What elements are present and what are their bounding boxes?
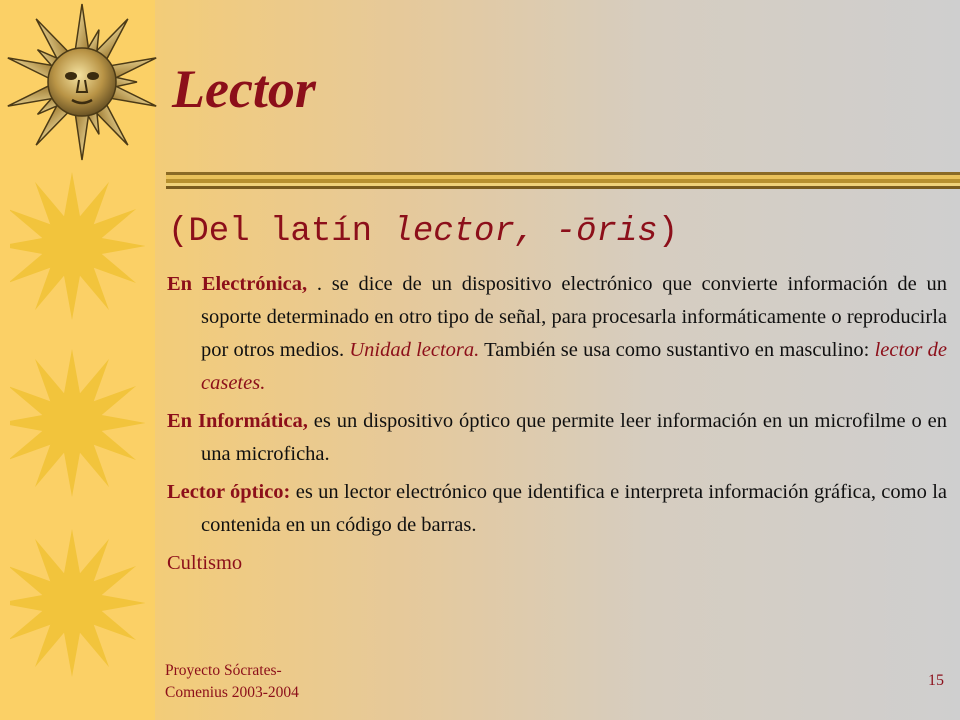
cultismo-note: Cultismo (167, 552, 243, 574)
definition-text: es un lector electrónico que identifica e interpreta información gráfica, como la contenida en un código de barras. (201, 481, 947, 536)
sun-face-icon (0, 0, 160, 170)
definition-text: . se dice de un dispositivo electrónico que convierte información de un soporte determinado en otro tipo de señal, para procesarla informáticamente o reproducirla por otros medios. (201, 273, 948, 361)
definition-lector-optico (167, 476, 947, 542)
definition-text: También se usa como sustantivo en masculino: (479, 339, 875, 361)
sun-icon (10, 345, 145, 505)
footer-line-2: Comenius 2003-2004 (165, 684, 299, 701)
page-number: 15 (928, 672, 944, 689)
etymology-prefix: (Del latín (168, 213, 393, 251)
etymology-suffix: ) (657, 213, 679, 251)
definition-text: es un dispositivo óptico que permite leer información en un microfilme o en una microficha. (201, 410, 948, 465)
term-electronica: En Electrónica, (167, 273, 308, 295)
definitions-body (167, 268, 947, 585)
example-lector-de-casetes: lector de casetes. (201, 339, 947, 394)
slide-title: Lector (172, 59, 316, 119)
definition-informatica (167, 405, 947, 471)
title-divider (166, 172, 960, 190)
term-informatica: En Informática, (167, 410, 308, 432)
example-unidad-lectora: Unidad lectora. (349, 339, 480, 361)
definition-electronica (167, 268, 947, 400)
etymology-line (168, 214, 678, 251)
footer-line-1: Proyecto Sócrates- (165, 662, 282, 679)
etymology-word: lector, -ōris (392, 213, 658, 251)
sun-icon (10, 168, 145, 328)
term-lector-optico: Lector óptico: (167, 481, 291, 503)
sun-icon (10, 525, 145, 685)
footer-project (165, 660, 299, 704)
